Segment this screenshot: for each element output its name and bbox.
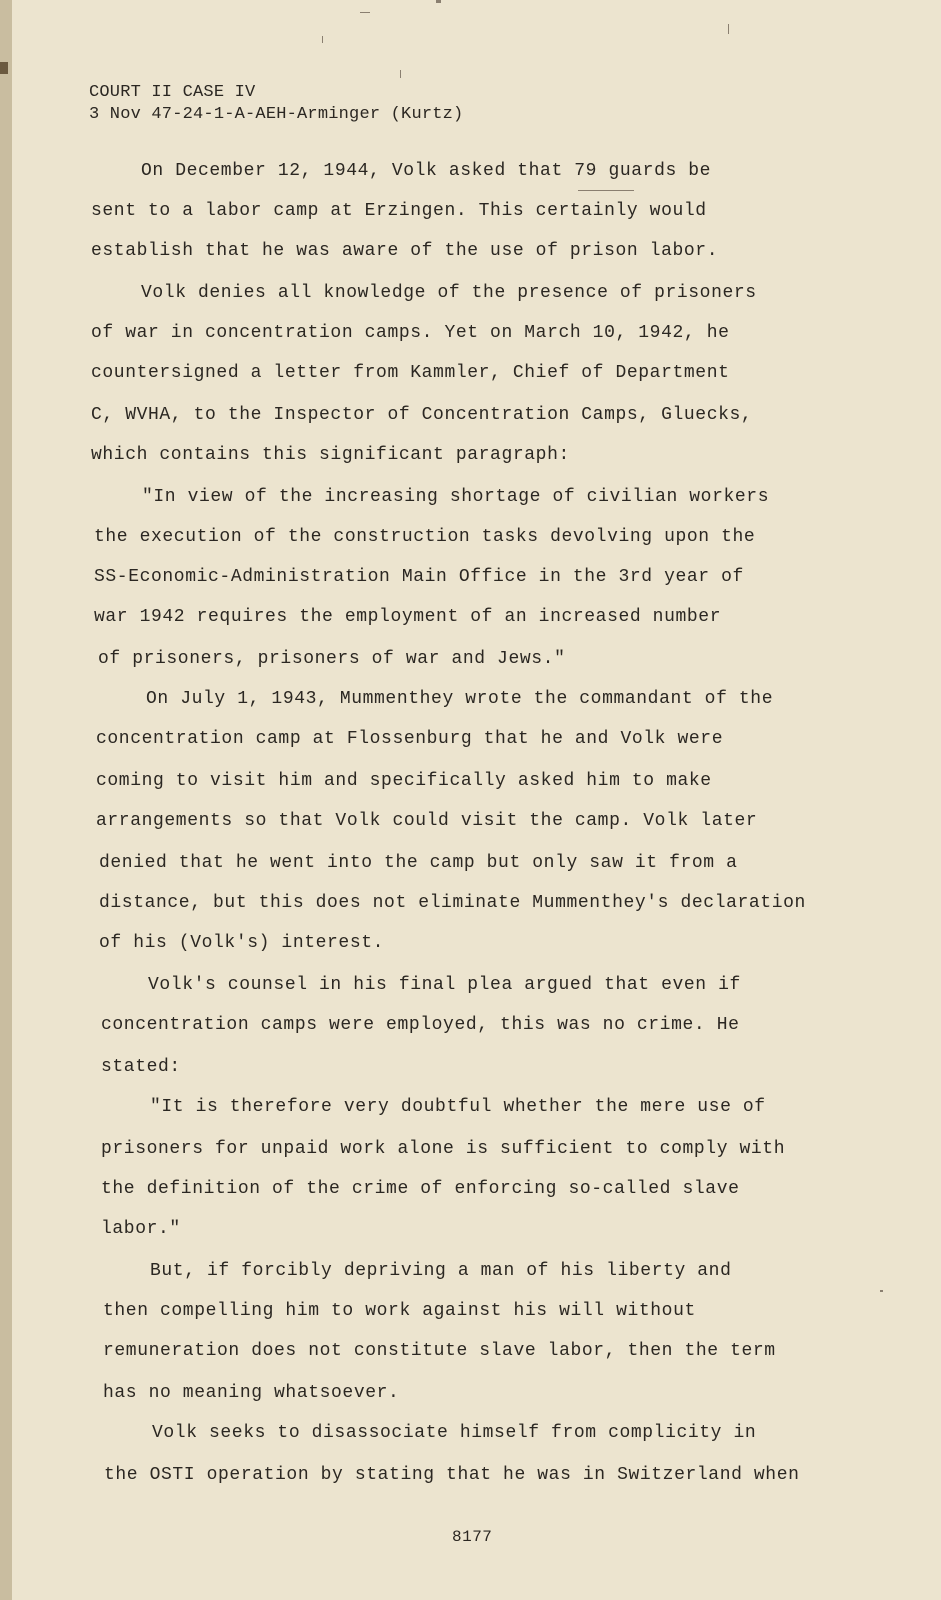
text-line: the definition of the crime of enforcing so-called slave	[101, 1179, 740, 1199]
document-header	[89, 82, 463, 126]
text-line: countersigned a letter from Kammler, Chief of Department	[91, 363, 730, 383]
text-line: "In view of the increasing shortage of civilian workers	[142, 487, 770, 507]
text-line: stated:	[101, 1057, 181, 1077]
text-line: But, if forcibly depriving a man of his liberty and	[150, 1261, 732, 1281]
text-line: concentration camp at Flossenburg that he and Volk were	[96, 729, 724, 749]
text-line: has no meaning whatsoever.	[103, 1383, 400, 1403]
text-line: SS-Economic-Administration Main Office in the 3rd year of	[94, 567, 744, 587]
text-line: of his (Volk's) interest.	[99, 933, 385, 953]
text-line: the execution of the construction tasks devolving upon the	[94, 527, 756, 547]
text-line: of war in concentration camps. Yet on March 10, 1942, he	[91, 323, 730, 343]
text-line: of prisoners, prisoners of war and Jews."	[98, 649, 566, 669]
text-line: distance, but this does not eliminate Mummenthey's declaration	[99, 893, 806, 913]
scan-speck	[360, 12, 370, 13]
page-number: 8177	[452, 1528, 493, 1546]
text-line: war 1942 requires the employment of an increased number	[94, 607, 722, 627]
scan-speck	[728, 24, 729, 34]
text-line: the OSTI operation by stating that he was in Switzerland when	[104, 1465, 800, 1485]
text-line: then compelling him to work against his will without	[103, 1301, 696, 1321]
text-line: Volk seeks to disassociate himself from complicity in	[152, 1423, 757, 1443]
text-line: Volk denies all knowledge of the presence of prisoners	[141, 283, 757, 303]
text-line: On July 1, 1943, Mummenthey wrote the commandant of the	[146, 689, 774, 709]
text-line: concentration camps were employed, this was no crime. He	[101, 1015, 740, 1035]
text-line: coming to visit him and specifically asked him to make	[96, 771, 712, 791]
text-line: "It is therefore very doubtful whether the mere use of	[150, 1097, 766, 1117]
text-line: labor."	[101, 1219, 181, 1239]
text-line: C, WVHA, to the Inspector of Concentration Camps, Gluecks,	[91, 405, 753, 425]
text-line: Volk's counsel in his final plea argued that even if	[148, 975, 741, 995]
text-line: prisoners for unpaid work alone is sufficient to comply with	[101, 1139, 786, 1159]
scan-speck	[880, 1290, 883, 1292]
text-line: which contains this significant paragraph:	[91, 445, 570, 465]
scan-speck	[322, 36, 323, 43]
page-edge	[0, 0, 12, 1600]
text-line: sent to a labor camp at Erzingen. This certainly would	[91, 201, 707, 221]
text-line: arrangements so that Volk could visit the camp. Volk later	[96, 811, 758, 831]
text-line: On December 12, 1944, Volk asked that 79 guards be	[141, 161, 712, 181]
court-case-line: COURT II CASE IV	[89, 83, 256, 102]
text-line: establish that he was aware of the use of prison labor.	[91, 241, 719, 261]
text-line: remuneration does not constitute slave labor, then the term	[103, 1341, 776, 1361]
scan-speck	[578, 190, 634, 191]
text-line: denied that he went into the camp but only saw it from a	[99, 853, 738, 873]
scan-speck	[436, 0, 441, 3]
page-tab-mark	[0, 62, 8, 74]
scan-speck	[400, 70, 401, 78]
reference-line: 3 Nov 47-24-1-A-AEH-Arminger (Kurtz)	[89, 105, 464, 124]
